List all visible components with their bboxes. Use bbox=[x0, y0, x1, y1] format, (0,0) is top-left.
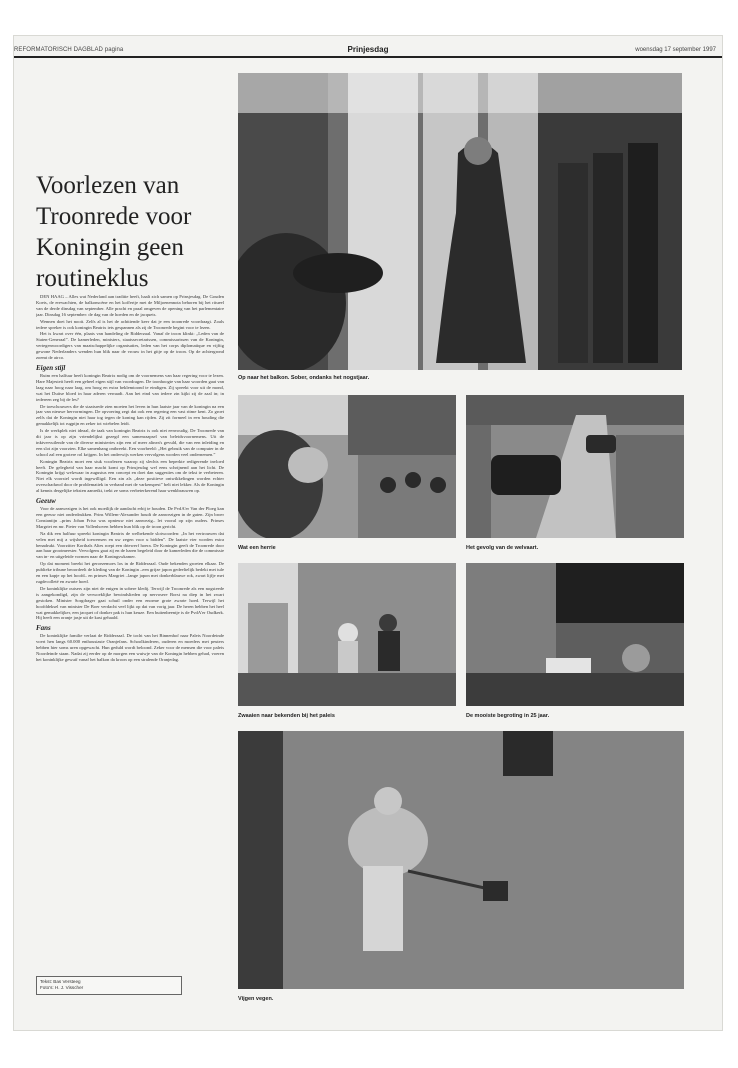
article-paragraph: De koninklijke outsers zijn niet de enigen in sobere kledij. Terwijl de Troonrede als een nogsteede is aangekondigd, zijn de verwoeklijke bewindslieden op nervosere Borst na diep in het zwart gestoken. Minister Sorgdrager gaat schuil onder een enorme grote zwarte hoed. Terwijl het hoofddeksel van minister De Boer verdacht veel lijkt op dat van vorig jaar. De heren hebben het heel wat gemakkelijker, een jacquet of donker pak is hun keuze. Een buitenbeentje is de PvdA'er Oudkerk. Hij heeft een oranje jasje uit de kast gehaald. bbox=[36, 585, 224, 621]
subheading-geeuw: Geeuw bbox=[36, 497, 56, 506]
photo-sweeping-man bbox=[238, 731, 684, 989]
header-rule bbox=[14, 56, 722, 58]
article-paragraph: Na dik een halfuur spreekt koningin Beatrix de welbekende slotwoorden: „In het vertrouwen dat velen met mij a wijsheid toewensen en uw zegen voor u bidden”. De laatste vier worden extra benadrukt. Voorzitter Korthals Altes roept een driewerf hoera. De Koningin geeft de Troonrede door aan haar grootmeester. Vervolgens gaat zij en de haren begeleid door de kamerleden die de commissie van in- en uitgeleide vormen naar de Koningswkamer. bbox=[36, 530, 224, 560]
credit-text: Tekst: Bas Versteeg bbox=[40, 979, 81, 984]
header-publication: REFORMATORISCH DAGBLAD pagina bbox=[14, 47, 124, 53]
photo-balcony-waving bbox=[238, 563, 456, 706]
caption-zwaaien: Zwaaien naar bekenden bij het paleis bbox=[238, 713, 335, 719]
caption-gevolg: Het gevolg van de welvaart. bbox=[466, 545, 539, 551]
headline-line: Voorlezen van bbox=[36, 172, 180, 199]
article-paragraph: De koninklijke familie verlaat de Ridderzaal. De tocht van het Binnenhof naar Paleis Noordeinde voert hen langs 60.000 enthousiaste Oranjefans. Schoolkinderen, ouderen en moeders met peuters hebben hier soms uren opgewacht. Hun geduld wordt beloond. Zeker voor de mensen die voor paleis Noordeinde staan. Nadat zij eerder op de morgen een wuiwje van de Koningin hebben gehad, voeren het koninklijke gewuif vanaf het balkon da kroon op een stralende Oranjedag. bbox=[36, 633, 224, 662]
caption-main-photo: Op naar het balkon. Sober, ondanks het nogstjaar. bbox=[238, 375, 370, 381]
credit-photo: Foto's: H. J. Visscher bbox=[40, 985, 84, 990]
caption-herrie: Wat een herrie bbox=[238, 545, 276, 551]
photo-begroting bbox=[466, 563, 684, 706]
photo-crowd-band bbox=[238, 395, 456, 538]
article-paragraph: De toeschouwers die de staatsrede zien moeten het leven in hun laatste jaar van de koningin na een jaar van nieuwe hervormingen. De opvoering zegt dat ook een regering een vast ritme kent. Zo groet zelfs dat de Koningin niet haar tog tegen de koning kan rijden. Zij zit formeel in een houding die gemakkelijk tot rugpijn en zeker tot wiebelen leidt. bbox=[36, 403, 224, 427]
caption-begroting: De mooiste begroting in 25 jaar. bbox=[466, 713, 550, 719]
article-paragraph: DEN HAAG – Alles wat Nederland aan traditie heeft, haalt zich samen op Prinsjesdag. De Gouden Koets, de erewachten, de balkonscène en het koffertje met de Miljoenennota behoren bij het ritueel van de derde dinsdag van september. Alle pracht en praal omgeven de opening van het parlementaire jaar. Dinsdag 16 september: de dag van de hoeden en de jacquets. bbox=[36, 294, 224, 317]
headline bbox=[36, 170, 226, 294]
header-date: woensdag 17 september 1997 bbox=[635, 47, 716, 53]
article-paragraph: Ruim een halfuur heeft koningin Beatrix nodig om de voornemens van haar regering voor te lezen. Hare Majesteit heeft een geheel eigen stijl van voordragen. De toonhoogte van haar woorden gaat van laag naar hoog naar laag, om hoog en extra beklemtoond te eindigen. Zij spreekt voor uit de mond, wat het Duitse bloed in haar aderen verraadt. Aan het eind van iedere zin kijkt zij de zaal in; in iedereen zeg bij de les? bbox=[36, 372, 224, 402]
article-paragraph: Wennen doet het nooit. Zelfs al is het de achttiende keer dat je een troonrede voordraagt. Zoals iedere spreker is ook koningin Beatrix iets gespannen als zij de Troonrede begint voor te lezen. bbox=[36, 318, 224, 330]
headline-line: Troonrede voor bbox=[36, 203, 192, 230]
article-paragraph: Het is kwart over één, plaats van handeling de Ridderzaal. Vanaf de troon klinkt: „Leden van de Staten-Generaal”. De kamerleden, ministers, staatssecretarissen, commissarissen van de Koningin, vertegenwoordigers van maatschappelijke organisaties, leden van het corps diplomatique en vijftig gewone Nederlanders wenden hun blik naar de vrouw in het gitje op de troon. Op de achtergrond zoemt de airco. bbox=[36, 331, 224, 361]
article-paragraph: Koningin Beatrix moet een stuk voorlezen waarop zij slechts een beperkte redigerende invloed heeft. De gelegheid van haar macht komt op Prinsjesdag wel eens schrijnend aan het licht. De Koningin krijgt welzwaar in augustus een concept en doet dan suggesties om de tekst te verbeteren. Niet elk voorstel wordt ingewilligd. Een zin als „deze positieve ontwikkelingen worden echter overschaduwd door de problematiek in verband met de varkenspest” belt niet lekker. Als de Koningin al kennis dergelijke teksten aanreikt, trekt ze soms verbeterkerend haar wenkbrauwen op. bbox=[36, 458, 224, 494]
photo-motorcade bbox=[466, 395, 684, 538]
caption-vegen: Vijgen vegen. bbox=[238, 996, 274, 1002]
subheading-fans: Fans bbox=[36, 624, 51, 633]
subheading-eigen-stijl: Eigen stijl bbox=[36, 363, 66, 372]
article-paragraph: Op dat moment breekt het geroezemoes los in de Ridderzaal. Oude bekenden groeten elkaar. De publieke tribune beoordeelt de kleding van de Koningin –een grijze japon gedeeltelijk bedekt met tule en een kapje op het hoofd– en prinses Margriet –lange japon met donkerblauwe rok, zwart lijfje met rugdecolleté en zwarte hoed. bbox=[36, 561, 224, 584]
headline-line: routineklus bbox=[36, 265, 149, 292]
header-section: Prinjesdag bbox=[347, 45, 389, 54]
photo-queen-columns bbox=[238, 73, 682, 370]
article-body bbox=[36, 294, 224, 974]
headline-line: Koningin geen bbox=[36, 234, 184, 261]
credits-box bbox=[36, 976, 182, 995]
article-paragraph: Is de werkplek niet ideaal, de taak van koningin Beatrix is ook niet eenvoudig. De Troonrede van dit jaar is op zijn vriendelijkst gezegd een samenraapsel van beleidsvoornemens. Uit de inktvervuilende van de diverse ministeries zijn een of meer alinea's gevuld, die van een inleiding en een slot zijn voorzien. Elke samenhang ontbreekt. Een voorbeeld: „Het gebruik van de computer in de school zal een grotere rol krijgen. In het onderwijs werken vervolgens worden veel ondernemen.” bbox=[36, 428, 224, 457]
article-paragraph: Voor de aanwezigen is het ook moeilijk de aandacht erbij te houden. De PvdA'er Van der Ploeg kan een geeuw niet onderdrukken. Prins Willem-Alexander houdt de aanwezigen in de gaten. Zijn broer Constantijn –prins Johan Friso was opnieuw niet aanwezig– let vooral op zijn ouders. Prinses Margriet en mr. Pieter van Vollenhoven hebben hun blik op de troon gericht. bbox=[36, 506, 224, 529]
